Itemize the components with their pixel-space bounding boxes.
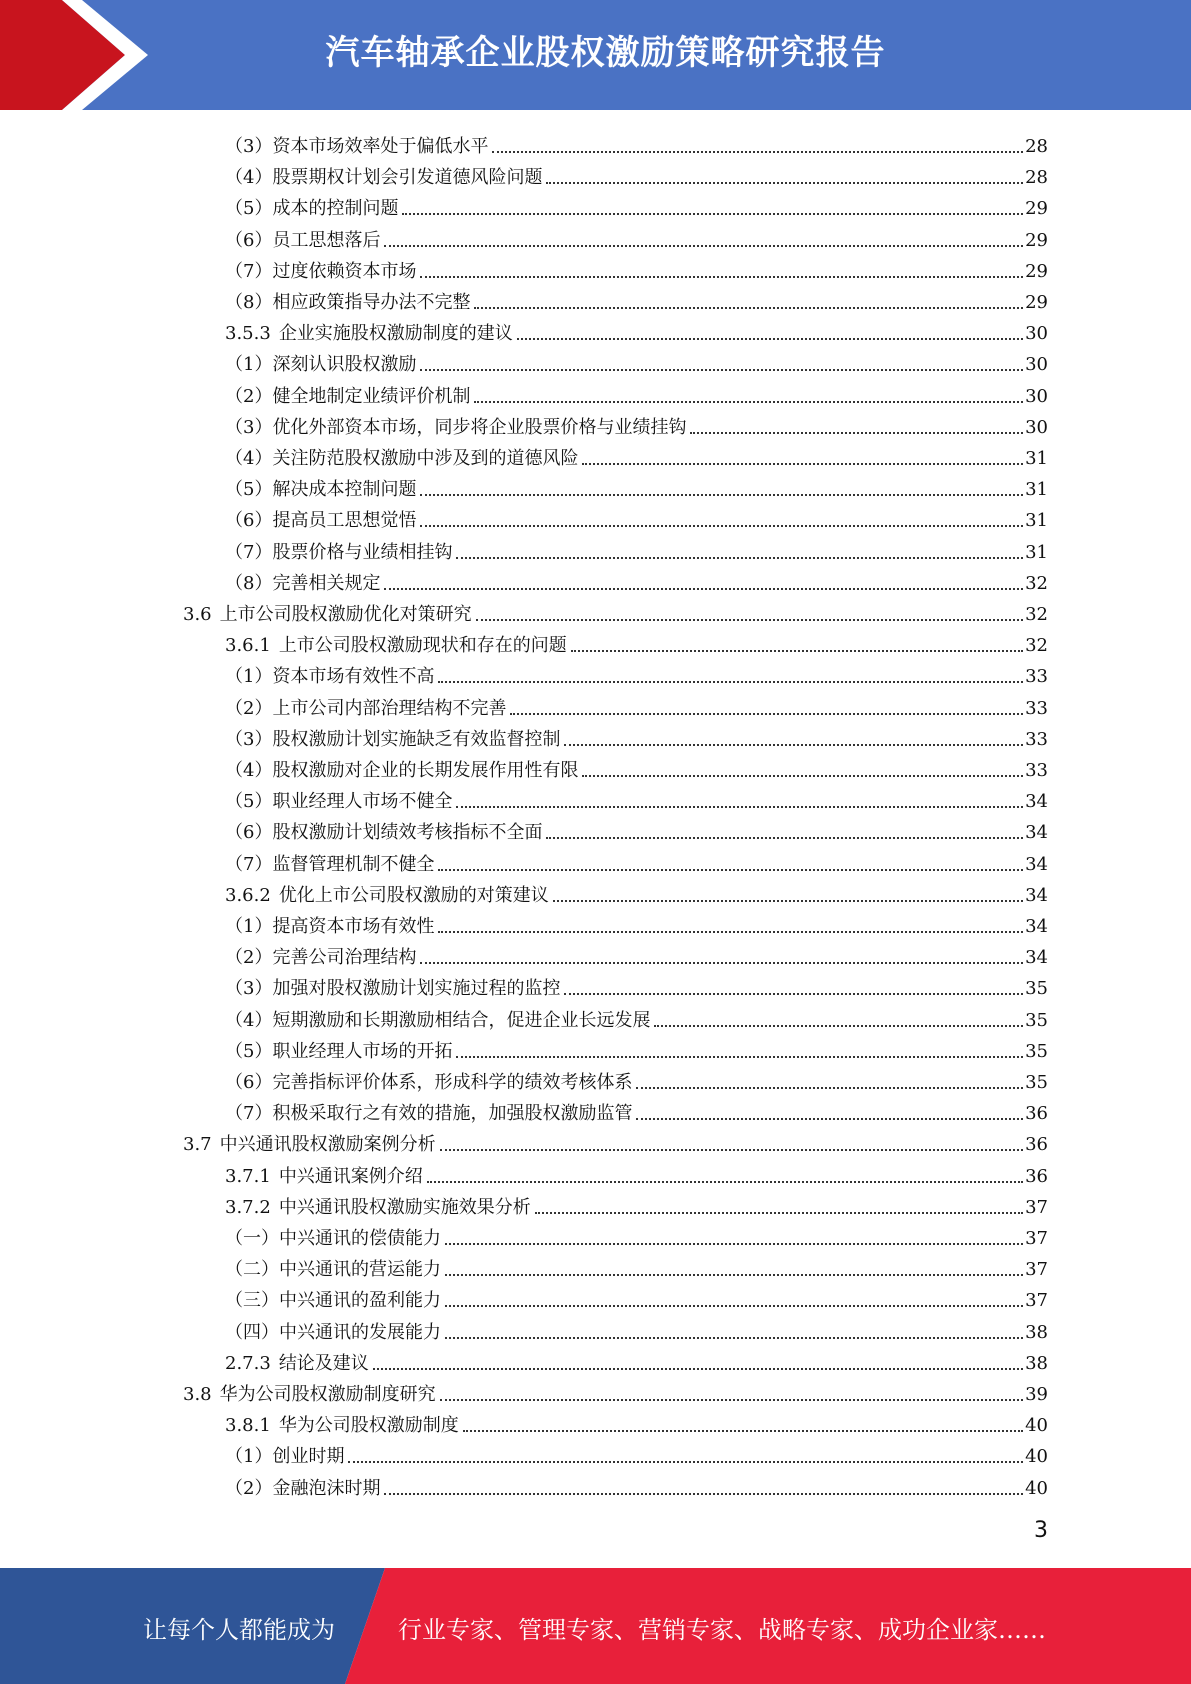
toc-dot-leader [636, 1087, 1023, 1089]
toc-dot-leader [445, 1305, 1023, 1307]
toc-dot-leader [456, 557, 1023, 559]
toc-entry[interactable] [183, 1376, 1048, 1407]
toc-dot-leader [445, 1274, 1023, 1276]
toc-entry-label [225, 728, 560, 752]
toc-entry-title: 解决成本控制问题 [272, 479, 417, 501]
toc-dot-leader [384, 245, 1023, 247]
toc-entry-label [225, 1040, 452, 1064]
toc-entry-label [225, 229, 380, 253]
toc-entry-page: 36 [1025, 1103, 1048, 1125]
toc-entry-title: 股票期权计划会引发道德风险问题 [272, 167, 543, 189]
toc-entry[interactable] [225, 565, 1048, 596]
toc-dot-leader [510, 713, 1023, 715]
toc-entry-title: 积极采取行之有效的措施，加强股权激励监管 [272, 1103, 633, 1125]
toc-dot-leader [582, 463, 1023, 465]
footer-slogan-left: 让每个人都能成为 [143, 1616, 335, 1644]
toc-entry-title: 完善相关规定 [272, 572, 381, 594]
toc-entry-label [225, 1477, 380, 1501]
toc-entry[interactable] [225, 1064, 1048, 1095]
toc-entry[interactable] [225, 1189, 1048, 1220]
toc-entry-title: 中兴通讯的营运能力 [279, 1259, 441, 1281]
toc-entry-title: 过度依赖资本市场 [272, 260, 417, 282]
toc-dot-leader [456, 1056, 1023, 1058]
toc-entry-number: （四） [225, 1321, 279, 1343]
toc-entry-number: （2） [225, 385, 273, 407]
footer-slogan-right: 行业专家、管理专家、营销专家、战略专家、成功企业家…… [398, 1616, 1046, 1644]
toc-entry-title: 提高员工思想觉悟 [272, 510, 417, 532]
toc-entry-title: 中兴通讯股权激励实施效果分析 [278, 1196, 531, 1218]
toc-entry-page: 40 [1025, 1477, 1048, 1499]
toc-entry[interactable] [225, 1002, 1048, 1033]
toc-entry[interactable] [225, 1345, 1048, 1376]
toc-entry[interactable] [225, 534, 1048, 565]
toc-entry-title: 完善指标评价体系，形成科学的绩效考核体系 [272, 1072, 633, 1093]
toc-dot-leader [420, 494, 1023, 496]
toc-entry-page: 34 [1025, 947, 1048, 969]
toc-entry-number: 3.6 [183, 604, 212, 625]
toc-entry-page: 32 [1025, 635, 1048, 657]
page-number: 3 [1034, 1518, 1048, 1543]
toc-entry-label [183, 603, 472, 627]
toc-entry-label [183, 1383, 436, 1407]
toc-entry[interactable] [225, 1033, 1048, 1064]
toc-dot-leader [438, 681, 1023, 683]
toc-entry-number: 2.7.3 [225, 1352, 271, 1374]
toc-entry-number: （6） [225, 1072, 273, 1093]
toc-entry-page: 37 [1025, 1259, 1048, 1281]
toc-entry-page: 38 [1025, 1352, 1048, 1374]
toc-entry-page: 33 [1025, 728, 1048, 750]
toc-dot-leader [517, 338, 1023, 340]
toc-entry-page: 37 [1025, 1290, 1048, 1312]
toc-entry-label [183, 1133, 436, 1157]
toc-entry-title: 成本的控制问题 [272, 198, 399, 220]
toc-entry-number: （7） [225, 541, 273, 563]
toc-entry-page: 31 [1025, 541, 1048, 563]
toc-entry-number: （6） [225, 510, 273, 532]
toc-entry-page: 31 [1025, 448, 1048, 469]
toc-entry-title: 资本市场有效性不高 [272, 666, 435, 688]
toc-entry[interactable] [225, 1095, 1048, 1126]
toc-dot-leader [492, 151, 1023, 153]
toc-dot-leader [564, 744, 1023, 746]
toc-dot-leader [420, 276, 1023, 278]
toc-dot-leader [438, 869, 1023, 871]
toc-entry-page: 34 [1025, 884, 1048, 906]
toc-entry-page: 34 [1025, 853, 1048, 875]
toc-entry-label [225, 541, 452, 565]
toc-entry[interactable] [225, 440, 1048, 471]
toc-entry-label [225, 634, 567, 658]
toc-entry-label [225, 1009, 650, 1033]
toc-entry[interactable] [183, 1126, 1048, 1157]
toc-entry-number: 3.7.1 [225, 1165, 271, 1187]
toc-entry[interactable] [225, 970, 1048, 1001]
toc-entry-number: （5） [225, 198, 273, 220]
toc-entry-label [225, 385, 470, 409]
toc-entry-title: 金融泡沫时期 [272, 1477, 381, 1499]
toc-dot-leader [384, 588, 1023, 590]
toc-entry-number: 3.5.3 [225, 323, 271, 345]
toc-entry-label [225, 1258, 441, 1282]
toc-entry-page: 37 [1025, 1196, 1048, 1218]
toc-entry-number: （二） [225, 1259, 279, 1281]
toc-entry[interactable] [225, 1220, 1048, 1251]
toc-entry-number: （5） [225, 479, 273, 501]
toc-entry-number: （1） [225, 916, 273, 937]
toc-entry-number: 3.7.2 [225, 1196, 271, 1218]
toc-entry[interactable] [225, 658, 1048, 689]
toc-entry-title: 深刻认识股权激励 [272, 354, 417, 376]
toc-entry-page: 33 [1025, 666, 1048, 688]
toc-entry-title: 职业经理人市场不健全 [272, 791, 453, 813]
toc-entry-label [225, 697, 506, 721]
toc-entry[interactable] [225, 908, 1048, 939]
toc-entry-label [225, 1321, 441, 1345]
toc-entry-page: 35 [1025, 978, 1048, 1000]
toc-entry-page: 29 [1025, 292, 1048, 313]
toc-entry[interactable] [225, 690, 1048, 721]
toc-entry-title: 职业经理人市场的开拓 [272, 1040, 453, 1062]
toc-entry[interactable] [225, 471, 1048, 502]
toc-entry-page: 40 [1025, 1415, 1048, 1437]
toc-entry-number: （三） [225, 1290, 279, 1312]
toc-entry-number: （3） [225, 136, 273, 157]
toc-entry-number: （7） [225, 1103, 273, 1125]
toc-dot-leader [384, 1493, 1023, 1495]
toc-entry-number: （1） [225, 354, 273, 376]
toc-entry-number: （4） [225, 167, 273, 189]
toc-entry-label [225, 260, 416, 284]
toc-entry-label [225, 946, 416, 970]
toc-entry-label [225, 1165, 423, 1189]
toc-dot-leader [440, 1149, 1023, 1151]
toc-entry-number: （3） [225, 978, 273, 1000]
toc-dot-leader [440, 1399, 1023, 1401]
toc-entry-title: 相应政策指导办法不完整 [272, 292, 471, 313]
toc-dot-leader [690, 432, 1023, 434]
toc-entry-label [225, 1196, 531, 1220]
toc-entry-title: 上市公司内部治理结构不完善 [272, 697, 507, 719]
toc-entry[interactable] [225, 939, 1048, 970]
toc-entry-label [225, 790, 452, 814]
toc-entry-title: 优化上市公司股权激励的对策建议 [278, 884, 549, 906]
toc-entry-page: 40 [1025, 1446, 1048, 1468]
toc-dot-leader [535, 1212, 1023, 1214]
toc-dot-leader [427, 1181, 1023, 1183]
toc-entry[interactable] [225, 1314, 1048, 1345]
toc-entry-number: 3.8 [183, 1384, 212, 1405]
toc-entry-number: 3.8.1 [225, 1415, 271, 1437]
toc-entry[interactable] [225, 627, 1048, 658]
toc-entry-number: （1） [225, 1446, 273, 1468]
toc-entry-number: （6） [225, 229, 273, 251]
toc-dot-leader [553, 900, 1023, 902]
toc-entry-title: 优化外部资本市场，同步将企业股票价格与业绩挂钩 [272, 416, 687, 438]
toc-entry-title: 结论及建议 [278, 1352, 369, 1374]
toc-entry-page: 31 [1025, 510, 1048, 532]
toc-entry[interactable] [183, 596, 1048, 627]
toc-entry-title: 股票价格与业绩相挂钩 [272, 541, 453, 563]
toc-entry[interactable] [225, 253, 1048, 284]
toc-entry-label [225, 665, 434, 689]
toc-entry-number: （1） [225, 666, 273, 688]
toc-dot-leader [476, 619, 1023, 621]
toc-entry-label [225, 447, 578, 471]
page-footer [0, 1568, 1191, 1684]
toc-entry-page: 34 [1025, 791, 1048, 813]
toc-entry-page: 30 [1025, 416, 1048, 438]
toc-entry-page: 30 [1025, 354, 1048, 376]
toc-entry[interactable] [225, 378, 1048, 409]
toc-entry-label [225, 977, 560, 1001]
toc-entry-number: （2） [225, 947, 273, 969]
toc-entry-number: （5） [225, 791, 273, 813]
toc-entry-title: 关注防范股权激励中涉及到的道德风险 [272, 448, 579, 469]
toc-entry[interactable] [225, 783, 1048, 814]
toc-dot-leader [445, 1337, 1023, 1339]
toc-entry-number: （7） [225, 853, 273, 875]
toc-entry-number: （一） [225, 1228, 279, 1249]
toc-entry-label [225, 1102, 632, 1126]
toc-entry-label [225, 291, 470, 315]
toc-entry-label [225, 853, 434, 877]
toc-entry[interactable] [225, 284, 1048, 315]
toc-entry-label [225, 509, 416, 533]
toc-entry-page: 36 [1025, 1134, 1048, 1156]
toc-entry-label [225, 353, 416, 377]
toc-entry[interactable] [225, 346, 1048, 377]
toc-entry-page: 28 [1025, 167, 1048, 189]
toc-dot-leader [420, 369, 1023, 371]
toc-dot-leader [474, 307, 1023, 309]
toc-dot-leader [546, 837, 1023, 839]
toc-entry-number: （2） [225, 697, 273, 719]
toc-dot-leader [456, 806, 1023, 808]
toc-entry-title: 中兴通讯股权激励案例分析 [219, 1134, 436, 1156]
toc-entry-label [225, 884, 549, 908]
toc-entry[interactable] [225, 814, 1048, 845]
toc-entry-number: （4） [225, 448, 273, 469]
toc-entry-number: （4） [225, 1009, 273, 1031]
toc-entry-page: 33 [1025, 697, 1048, 719]
toc-entry-page: 35 [1025, 1072, 1048, 1093]
toc-entry-number: （3） [225, 416, 273, 438]
toc-dot-leader [402, 213, 1023, 215]
toc-entry-page: 35 [1025, 1040, 1048, 1062]
toc-entry-label [225, 821, 542, 845]
toc-entry-number: （8） [225, 572, 273, 594]
toc-entry-label [225, 197, 398, 221]
toc-entry[interactable] [225, 1407, 1048, 1438]
toc-entry-title: 股权激励计划绩效考核指标不全面 [272, 822, 543, 844]
toc-entry-page: 32 [1025, 604, 1048, 625]
toc-entry-label [225, 1414, 459, 1438]
toc-entry-label [225, 322, 513, 346]
toc-entry-label [225, 1352, 369, 1376]
toc-entry-page: 30 [1025, 385, 1048, 407]
toc-entry-page: 34 [1025, 916, 1048, 937]
toc-entry-number: （3） [225, 728, 273, 750]
toc-entry[interactable] [225, 315, 1048, 346]
toc-entry[interactable] [225, 1282, 1048, 1313]
toc-entry[interactable] [225, 128, 1048, 159]
toc-entry-title: 监督管理机制不健全 [272, 853, 435, 875]
toc-entry[interactable] [225, 409, 1048, 440]
toc-entry[interactable] [225, 877, 1048, 908]
toc-entry-page: 32 [1025, 572, 1048, 594]
toc-entry[interactable] [225, 1251, 1048, 1282]
toc-dot-leader [348, 1461, 1023, 1463]
toc-dot-leader [474, 401, 1023, 403]
toc-entry-number: （6） [225, 822, 273, 844]
toc-entry-page: 29 [1025, 198, 1048, 220]
toc-entry-title: 企业实施股权激励制度的建议 [278, 323, 513, 345]
toc-dot-leader [654, 1025, 1023, 1027]
toc-entry-number: （5） [225, 1040, 273, 1062]
toc-dot-leader [420, 525, 1023, 527]
toc-entry-title: 中兴通讯的盈利能力 [279, 1290, 441, 1312]
toc-entry-title: 加强对股权激励计划实施过程的监控 [272, 978, 561, 1000]
toc-entry-title: 短期激励和长期激励相结合，促进企业长远发展 [272, 1009, 651, 1031]
toc-entry-title: 中兴通讯案例介绍 [278, 1165, 423, 1187]
toc-entry-number: 3.7 [183, 1134, 212, 1156]
toc-entry-label [225, 416, 686, 440]
toc-entry-label [225, 166, 542, 190]
toc-entry-title: 资本市场效率处于偏低水平 [272, 136, 489, 157]
toc-entry[interactable] [225, 159, 1048, 190]
toc-dot-leader [564, 993, 1023, 995]
toc-entry-title: 健全地制定业绩评价机制 [272, 385, 471, 407]
toc-dot-leader [438, 931, 1023, 933]
toc-entry-number: 3.6.1 [225, 635, 271, 657]
toc-entry-title: 华为公司股权激励制度 [278, 1415, 459, 1437]
toc-entry-title: 完善公司治理结构 [272, 947, 417, 969]
toc-entry[interactable] [225, 1470, 1048, 1501]
toc-entry-title: 上市公司股权激励现状和存在的问题 [278, 635, 567, 657]
toc-entry-label [225, 915, 434, 939]
toc-entry-title: 中兴通讯的偿债能力 [279, 1228, 441, 1249]
toc-entry-label [225, 1445, 344, 1469]
toc-dot-leader [546, 182, 1023, 184]
toc-entry-page: 36 [1025, 1165, 1048, 1187]
toc-dot-leader [463, 1430, 1023, 1432]
toc-dot-leader [445, 1243, 1023, 1245]
toc-entry-page: 37 [1025, 1228, 1048, 1249]
toc-entry-page: 34 [1025, 822, 1048, 844]
toc-entry-page: 38 [1025, 1321, 1048, 1343]
toc-entry-title: 股权激励计划实施缺乏有效监督控制 [272, 728, 561, 750]
toc-entry-number: （2） [225, 1477, 273, 1499]
toc-entry[interactable] [225, 846, 1048, 877]
toc-entry[interactable] [225, 190, 1048, 221]
toc-entry-page: 31 [1025, 479, 1048, 501]
toc-dot-leader [571, 650, 1023, 652]
toc-dot-leader [420, 962, 1023, 964]
toc-dot-leader [373, 1368, 1023, 1370]
toc-entry-label [225, 572, 380, 596]
toc-entry-label [225, 759, 578, 783]
page-header [0, 0, 1191, 110]
toc-entry-number: （7） [225, 260, 273, 282]
toc-entry-label [225, 478, 416, 502]
toc-entry-label [225, 135, 488, 159]
toc-entry-number: 3.6.2 [225, 884, 271, 906]
toc-entry[interactable] [225, 1158, 1048, 1189]
toc-dot-leader [636, 1118, 1023, 1120]
toc-entry[interactable] [225, 752, 1048, 783]
toc-entry[interactable] [225, 222, 1048, 253]
toc-entry-title: 创业时期 [272, 1446, 345, 1468]
toc-entry[interactable] [225, 721, 1048, 752]
toc-entry-label [225, 1227, 441, 1251]
toc-entry-number: （8） [225, 292, 273, 313]
toc-entry-title: 提高资本市场有效性 [272, 916, 435, 937]
toc-entry-label [225, 1071, 632, 1095]
toc-dot-leader [582, 775, 1023, 777]
toc-entry-title: 上市公司股权激励优化对策研究 [219, 604, 472, 625]
toc-entry-page: 29 [1025, 260, 1048, 282]
toc-entry-page: 39 [1025, 1384, 1048, 1405]
toc-entry-title: 华为公司股权激励制度研究 [219, 1384, 436, 1405]
toc-entry-page: 33 [1025, 760, 1048, 781]
toc-entry-title: 员工思想落后 [272, 229, 381, 251]
toc-entry-number: （4） [225, 760, 273, 781]
toc-entry[interactable] [225, 502, 1048, 533]
toc-entry-page: 30 [1025, 323, 1048, 345]
toc-entry-label [225, 1289, 441, 1313]
toc-entry-page: 28 [1025, 136, 1048, 157]
toc-entry[interactable] [225, 1438, 1048, 1469]
header-title: 汽车轴承企业股权激励策略研究报告 [325, 33, 886, 73]
toc-entry-title: 股权激励对企业的长期发展作用性有限 [272, 760, 579, 781]
toc-entry-title: 中兴通讯的发展能力 [279, 1321, 441, 1343]
toc-entry-page: 35 [1025, 1009, 1048, 1031]
toc-entry-page: 29 [1025, 229, 1048, 251]
